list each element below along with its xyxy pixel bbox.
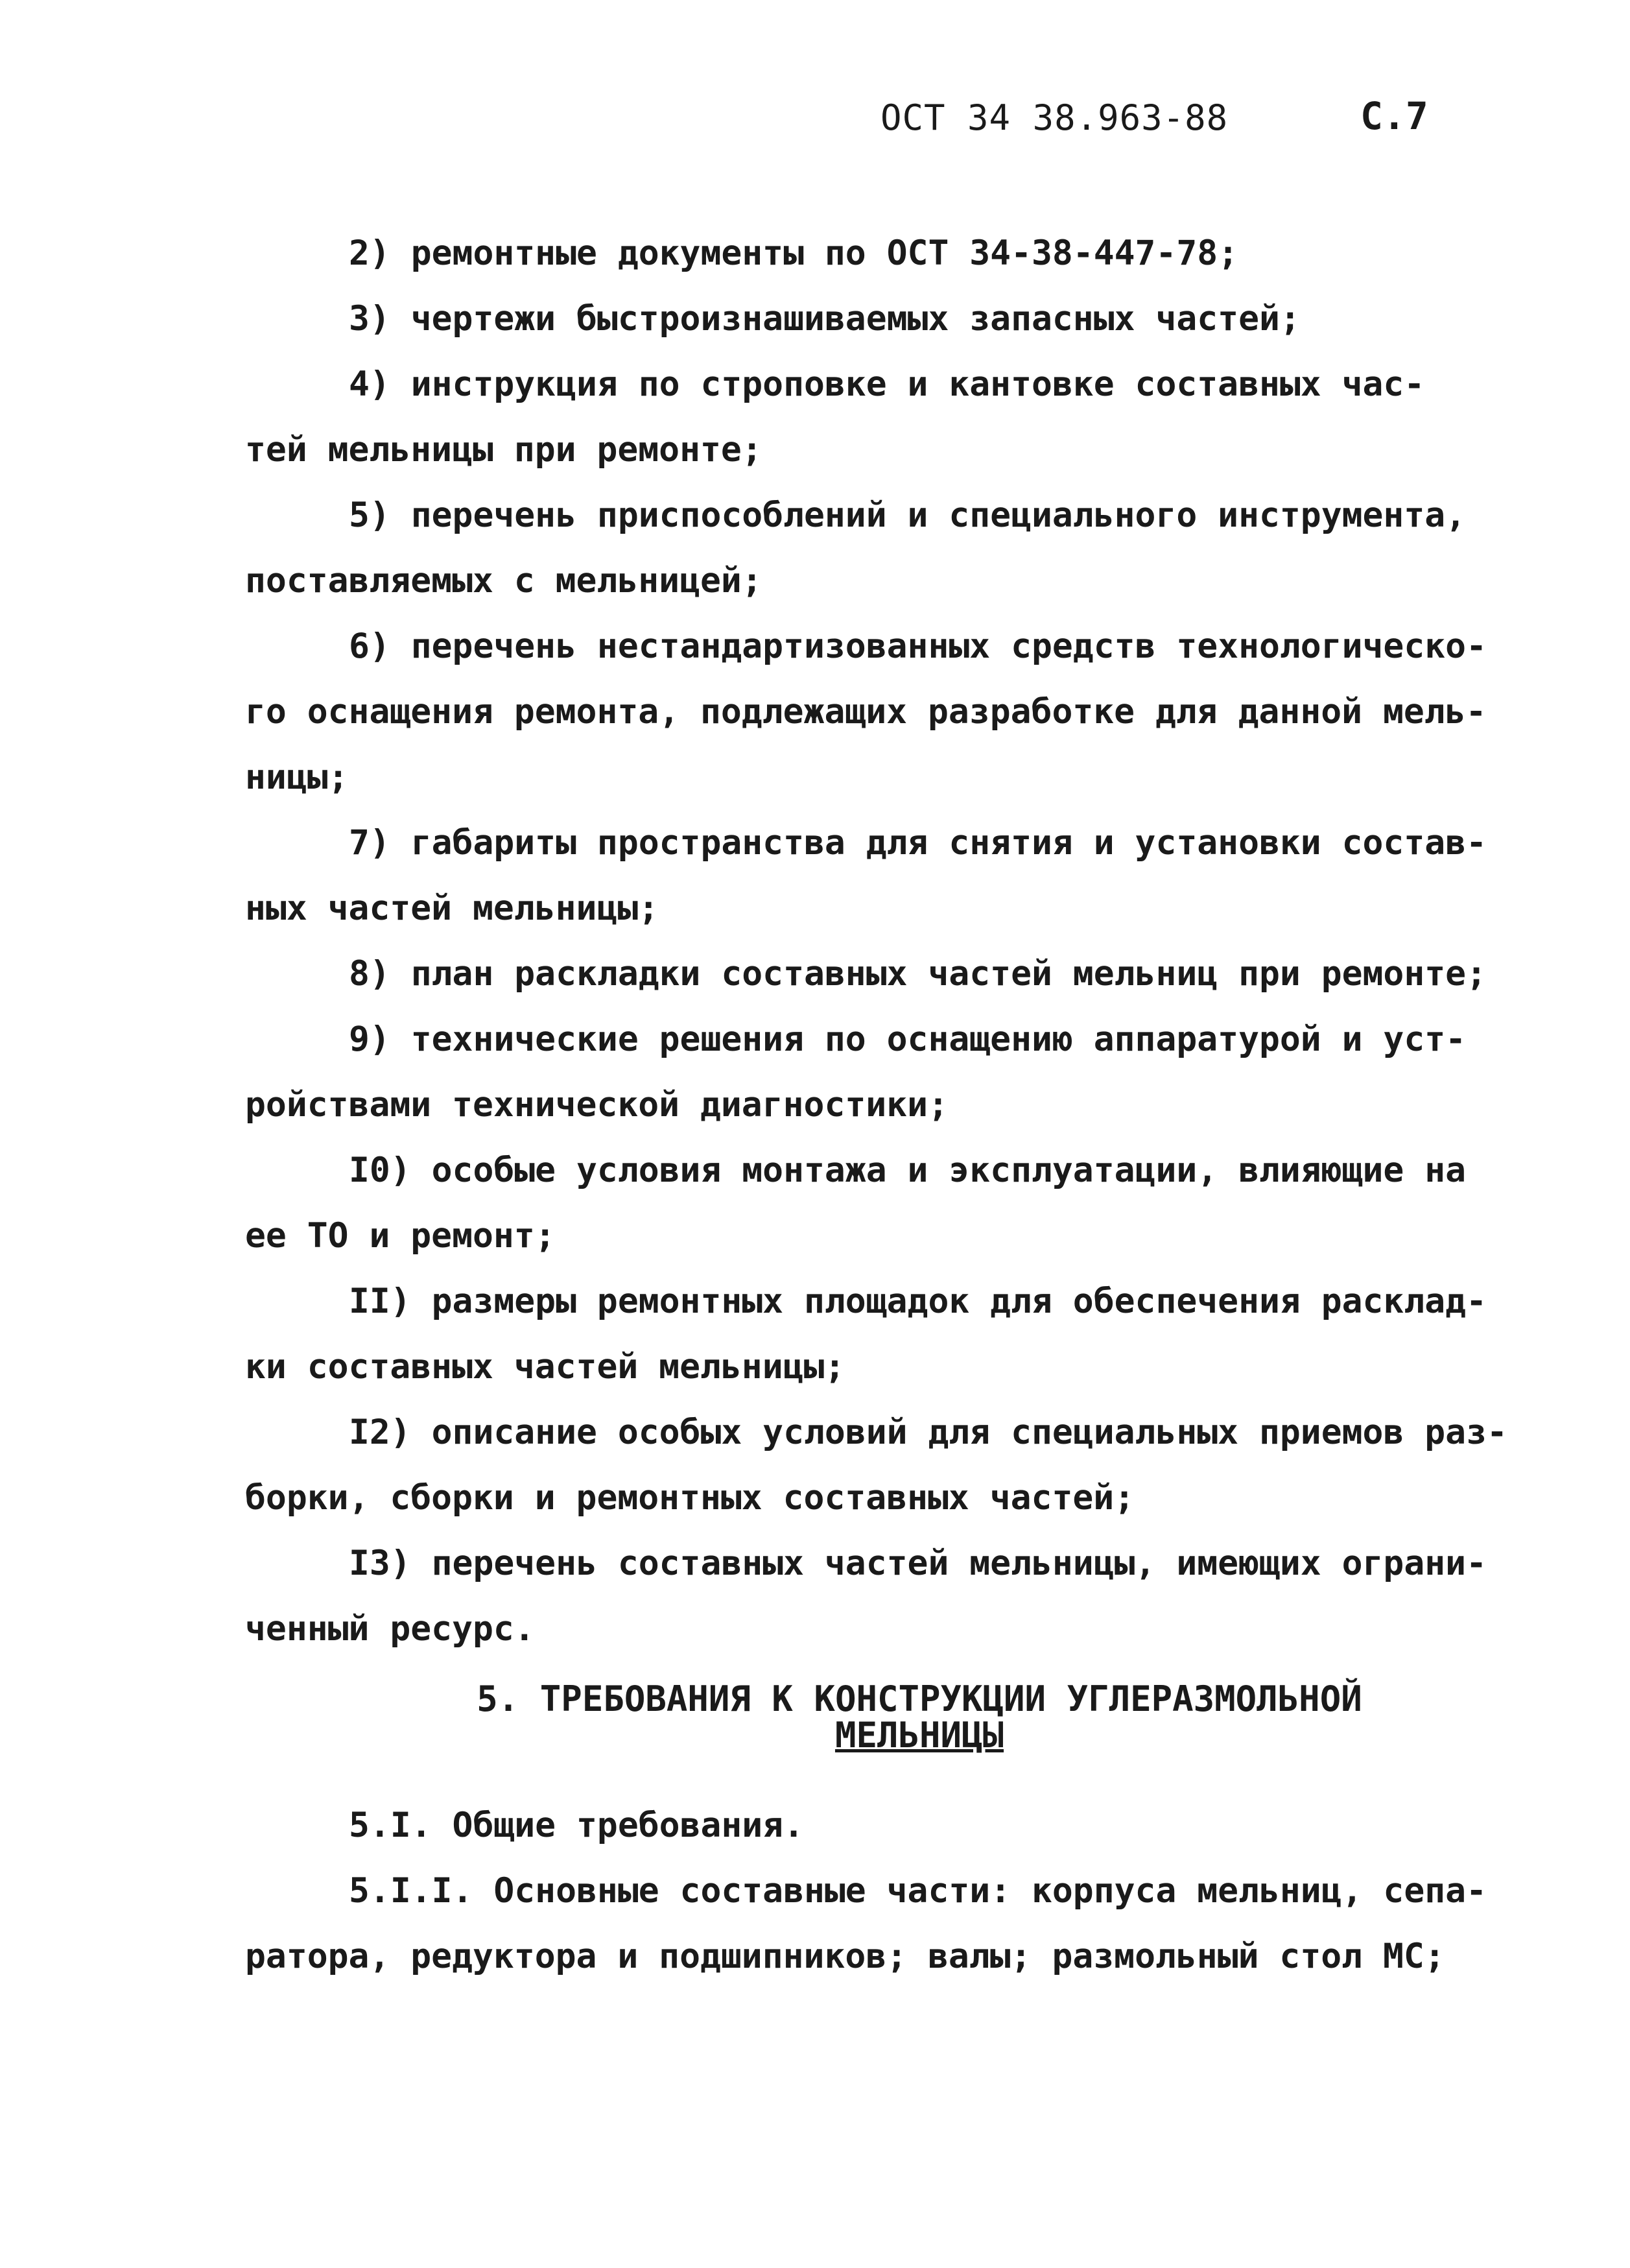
text-line: I3) перечень составных частей мельницы, имеющих ограни-: [349, 1544, 1487, 1583]
text-line: 9) технические решения по оснащению аппаратурой и уст-: [349, 1020, 1467, 1059]
text-line: 8) план раскладки составных частей мельниц при ремонте;: [349, 954, 1487, 994]
document-code: ОСТ 34 38.963-88: [880, 97, 1229, 138]
section-heading-line2: МЕЛЬНИЦЫ: [834, 1715, 1004, 1756]
text-line: ницы;: [245, 758, 349, 797]
text-line: ройствами технической диагностики;: [245, 1085, 949, 1125]
text-line: I0) особые условия монтажа и эксплуатации, влияющие на: [349, 1151, 1467, 1190]
text-line: ее ТО и ремонт;: [245, 1216, 556, 1256]
text-line: 3) чертежи быстроизнашиваемых запасных частей;: [349, 299, 1301, 339]
text-line: поставляемых с мельницей;: [245, 561, 762, 601]
text-line: 5.I. Общие требования.: [349, 1806, 804, 1845]
text-line: 2) ремонтные документы по ОСТ 34-38-447-78;: [349, 233, 1239, 273]
text-line: го оснащения ремонта, подлежащих разработке для данной мель-: [245, 692, 1487, 732]
text-line: тей мельницы при ремонте;: [245, 430, 762, 470]
text-line: I2) описание особых условий для специальных приемов раз-: [349, 1413, 1507, 1452]
document-body: [245, 221, 1516, 1989]
section-heading: [245, 1662, 1516, 1754]
text-line: 6) перечень нестандартизованных средств технологическо-: [349, 627, 1487, 666]
text-line: ки составных частей мельницы;: [245, 1347, 845, 1387]
text-line: 5.I.I. Основные составные части: корпуса мельниц, сепа-: [349, 1871, 1487, 1911]
section-heading-line1: 5. ТРЕБОВАНИЯ К КОНСТРУКЦИИ УГЛЕРАЗМОЛЬНОЙ: [477, 1678, 1362, 1719]
text-line: 4) инструкция по строповке и кантовке составных час-: [349, 364, 1425, 404]
text-line: ченный ресурс.: [245, 1609, 535, 1649]
page-number: С.7: [1360, 94, 1428, 138]
spacer: [245, 1754, 1516, 1793]
text-line: 7) габариты пространства для снятия и установки состав-: [349, 823, 1487, 863]
text-line: 5) перечень приспособлений и специального инструмента,: [349, 495, 1467, 535]
text-line: борки, сборки и ремонтных составных частей;: [245, 1478, 1135, 1518]
text-line: ратора, редуктора и подшипников; валы; размольный стол МС;: [245, 1937, 1445, 1976]
text-line: ных частей мельницы;: [245, 889, 659, 928]
text-line: II) размеры ремонтных площадок для обеспечения расклад-: [349, 1282, 1487, 1321]
